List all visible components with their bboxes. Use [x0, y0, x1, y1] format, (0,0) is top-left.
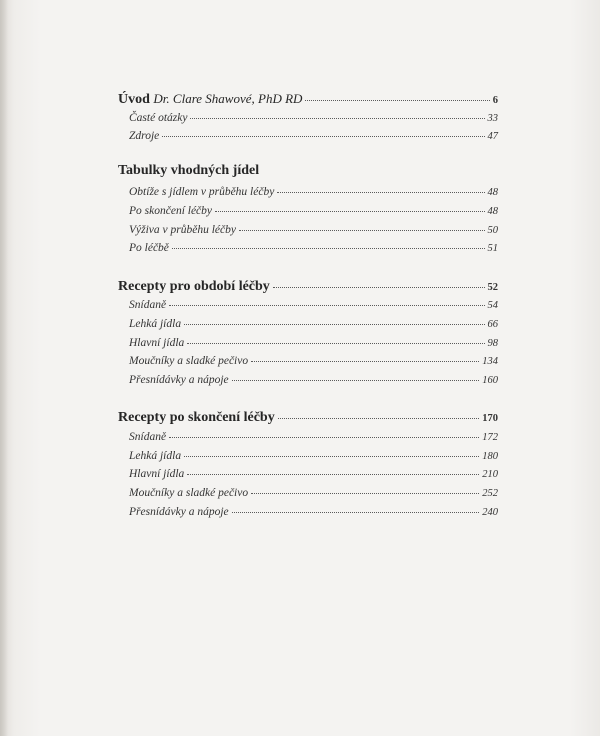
- page-number: 47: [487, 131, 498, 142]
- dot-leader: [305, 99, 489, 101]
- toc-entry: [129, 450, 498, 462]
- toc-entry: [129, 355, 498, 367]
- page-number: 48: [487, 206, 498, 217]
- toc-entry: [129, 112, 498, 124]
- toc-entry: [129, 318, 498, 330]
- page-number: 240: [482, 507, 498, 518]
- toc-section-uvod: [118, 91, 498, 108]
- dot-leader: [273, 286, 485, 288]
- page-number: 50: [487, 225, 498, 236]
- entry-label: Moučníky a sladké pečivo: [129, 487, 249, 499]
- entry-label: Zdroje: [129, 130, 160, 142]
- toc-entry: [129, 242, 498, 254]
- dot-leader: [277, 191, 484, 193]
- dot-leader: [184, 323, 484, 325]
- dot-leader: [169, 304, 484, 306]
- dot-leader: [239, 229, 485, 231]
- toc-entry: [129, 224, 498, 236]
- page-number: 252: [482, 488, 498, 499]
- dot-leader: [278, 417, 480, 419]
- dot-leader: [187, 473, 479, 475]
- entry-label: Lehká jídla: [129, 318, 182, 330]
- toc-entry: [129, 299, 498, 311]
- page-number: 134: [482, 356, 498, 367]
- page-number: 51: [487, 243, 498, 254]
- toc-entry: [129, 506, 498, 518]
- page-number: 180: [482, 451, 498, 462]
- entry-label: Obtíže s jídlem v průběhu léčby: [129, 186, 275, 198]
- toc-entry: [129, 186, 498, 198]
- dot-leader: [232, 379, 480, 381]
- dot-leader: [187, 342, 484, 344]
- entry-label: Po skončení léčby: [129, 205, 213, 217]
- dot-leader: [190, 117, 484, 119]
- binding-shadow: [0, 0, 8, 736]
- page-number: 170: [482, 413, 498, 424]
- toc-entry: [129, 468, 498, 480]
- dot-leader: [162, 135, 484, 137]
- toc-entry: [129, 205, 498, 217]
- entry-label: Po léčbě: [129, 242, 169, 254]
- page-number: 66: [487, 319, 498, 330]
- dot-leader: [251, 360, 479, 362]
- dot-leader: [184, 455, 479, 457]
- section-author: Dr. Clare Shawové, PhD RD: [153, 91, 303, 106]
- toc-entry: [129, 130, 498, 142]
- toc-section-tabulky: Tabulky vhodných jídel: [118, 163, 260, 178]
- entry-label: Přesnídávky a nápoje: [129, 506, 229, 518]
- toc-entry: [129, 487, 498, 499]
- page-number: 33: [487, 113, 498, 124]
- toc-entry: [129, 374, 498, 386]
- entry-label: Přesnídávky a nápoje: [129, 374, 229, 386]
- entry-label: Hlavní jídla: [129, 337, 185, 349]
- dot-leader: [251, 492, 479, 494]
- toc-entry: [129, 431, 498, 443]
- dot-leader: [172, 247, 485, 249]
- page-number: 52: [487, 282, 498, 293]
- toc-section-recepty-pro: [118, 279, 498, 295]
- entry-label: Hlavní jídla: [129, 468, 185, 480]
- dot-leader: [232, 511, 480, 513]
- page-number: 54: [487, 300, 498, 311]
- entry-label: Výživa v průběhu léčby: [129, 224, 236, 236]
- section-title: Recepty pro období léčby: [118, 279, 270, 294]
- page-number: 98: [487, 338, 498, 349]
- entry-label: Snídaně: [129, 299, 167, 311]
- dot-leader: [169, 436, 479, 438]
- page-number: 160: [482, 375, 498, 386]
- toc-section-recepty-po: [118, 410, 498, 426]
- entry-label: Moučníky a sladké pečivo: [129, 355, 249, 367]
- section-title: Úvod: [118, 92, 150, 107]
- dot-leader: [215, 210, 484, 212]
- page-number: 210: [482, 469, 498, 480]
- entry-label: Lehká jídla: [129, 450, 182, 462]
- page-number: 48: [487, 187, 498, 198]
- page-number: 172: [482, 432, 498, 443]
- toc-entry: [129, 337, 498, 349]
- section-title: Recepty po skončení léčby: [118, 410, 275, 425]
- entry-label: Časté otázky: [129, 112, 188, 124]
- page-number: 6: [492, 95, 498, 106]
- entry-label: Snídaně: [129, 431, 167, 443]
